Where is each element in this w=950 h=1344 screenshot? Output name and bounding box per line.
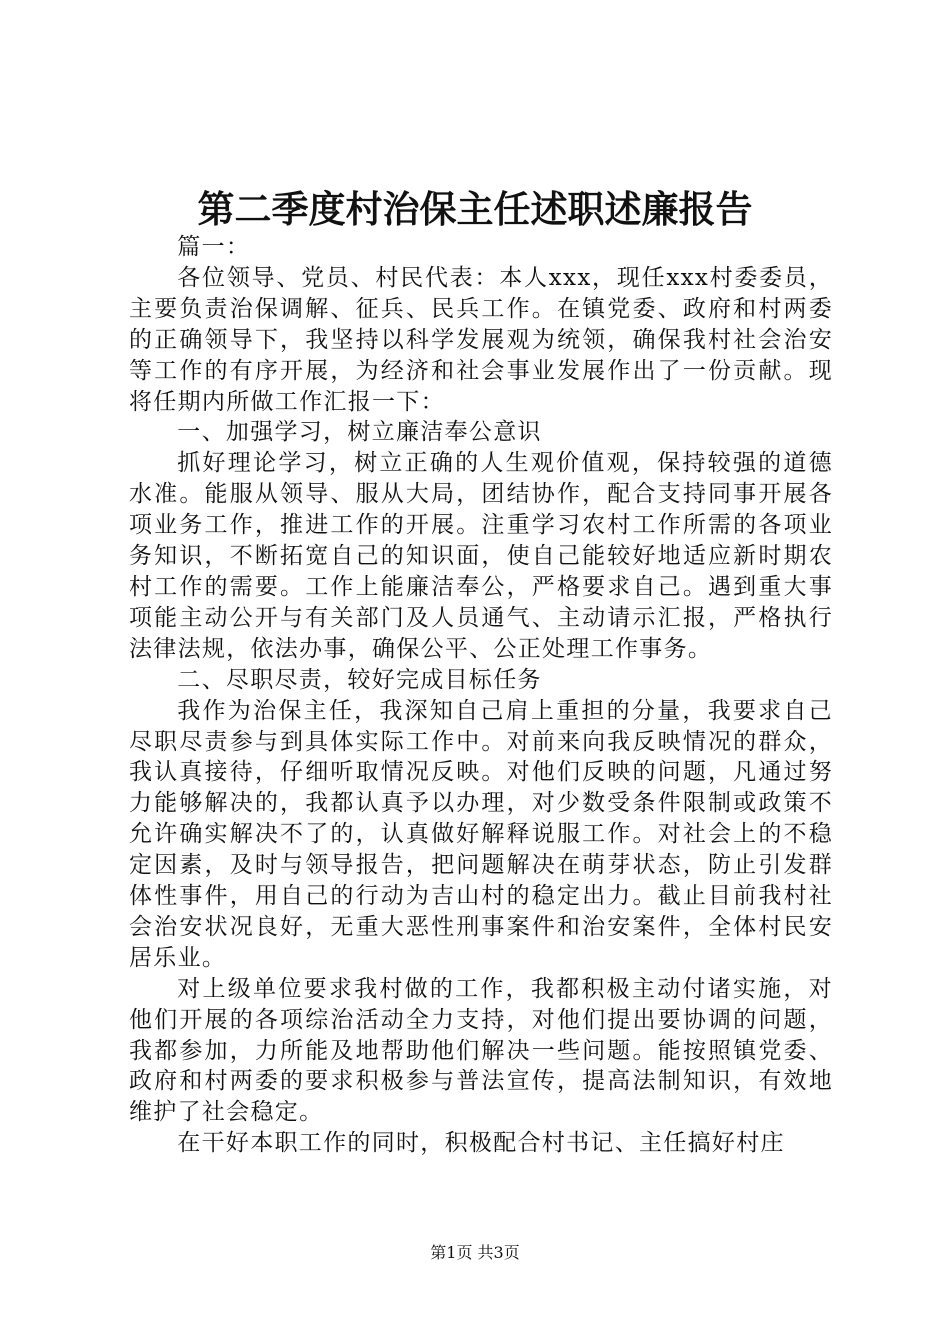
document-body — [129, 232, 833, 1159]
intro-paragraph: 各位领导、党员、村民代表：本人xxx，现任xxx村委委员，主要负责治保调解、征兵、民兵工作。在镇党委、政府和村两委的正确领导下，我坚持以科学发展观为统领，确保我村社会治安等工作的有序开展，为经济和社会事业发展作出了一份贡献。现将任期内所做工作汇报一下： — [129, 264, 833, 415]
section-heading-1: 一、加强学习，树立廉洁奉公意识 — [177, 419, 542, 446]
body-paragraph: 在干好本职工作的同时，积极配合村书记、主任搞好村庄 — [177, 1130, 785, 1157]
body-paragraph: 抓好理论学习，树立正确的人生观价值观，保持较强的道德水准。能服从领导、服从大局，团结协作，配合支持同事开展各项业务工作，推进工作的开展。注重学习农村工作所需的各项业务知识，不断拓宽自己的知识面，使自己能较好地适应新时期农村工作的需要。工作上能廉洁奉公，严格要求自己。遇到重大事项能主动公开与有关部门及人员通气、主动请示汇报，严格执行法律法规，依法办事，确保公平、公正处理工作事务。 — [129, 450, 833, 662]
section-label: 篇一： — [177, 234, 251, 260]
section-heading-2: 二、尽职尽责，较好完成目标任务 — [177, 666, 542, 693]
body-paragraph: 我作为治保主任，我深知自己肩上重担的分量，我要求自己尽职尽责参与到具体实际工作中。对前来向我反映情况的群众，我认真接待，仔细听取情况反映。对他们反映的问题，凡通过努力能够解决的，我都认真予以办理，对少数受条件限制或政策不允许确实解决不了的，认真做好解释说服工作。对社会上的不稳定因素，及时与领导报告，把问题解决在萌芽状态，防止引发群体性事件，用自己的行动为吉山村的稳定出力。截止目前我村社会治安状况良好，无重大恶性刑事案件和治安案件，全体村民安居乐业。 — [129, 697, 833, 971]
page-footer: 第1页 共3页 — [430, 1243, 520, 1262]
document-title: 第二季度村治保主任述职述廉报告 — [197, 187, 753, 231]
body-paragraph: 对上级单位要求我村做的工作，我都积极主动付诸实施，对他们开展的各项综治活动全力支持，对他们提出要协调的问题，我都参加，力所能及地帮助他们解决一些问题。能按照镇党委、政府和村两委的要求积极参与普法宣传，提高法制知识，有效地维护了社会稳定。 — [129, 975, 833, 1126]
